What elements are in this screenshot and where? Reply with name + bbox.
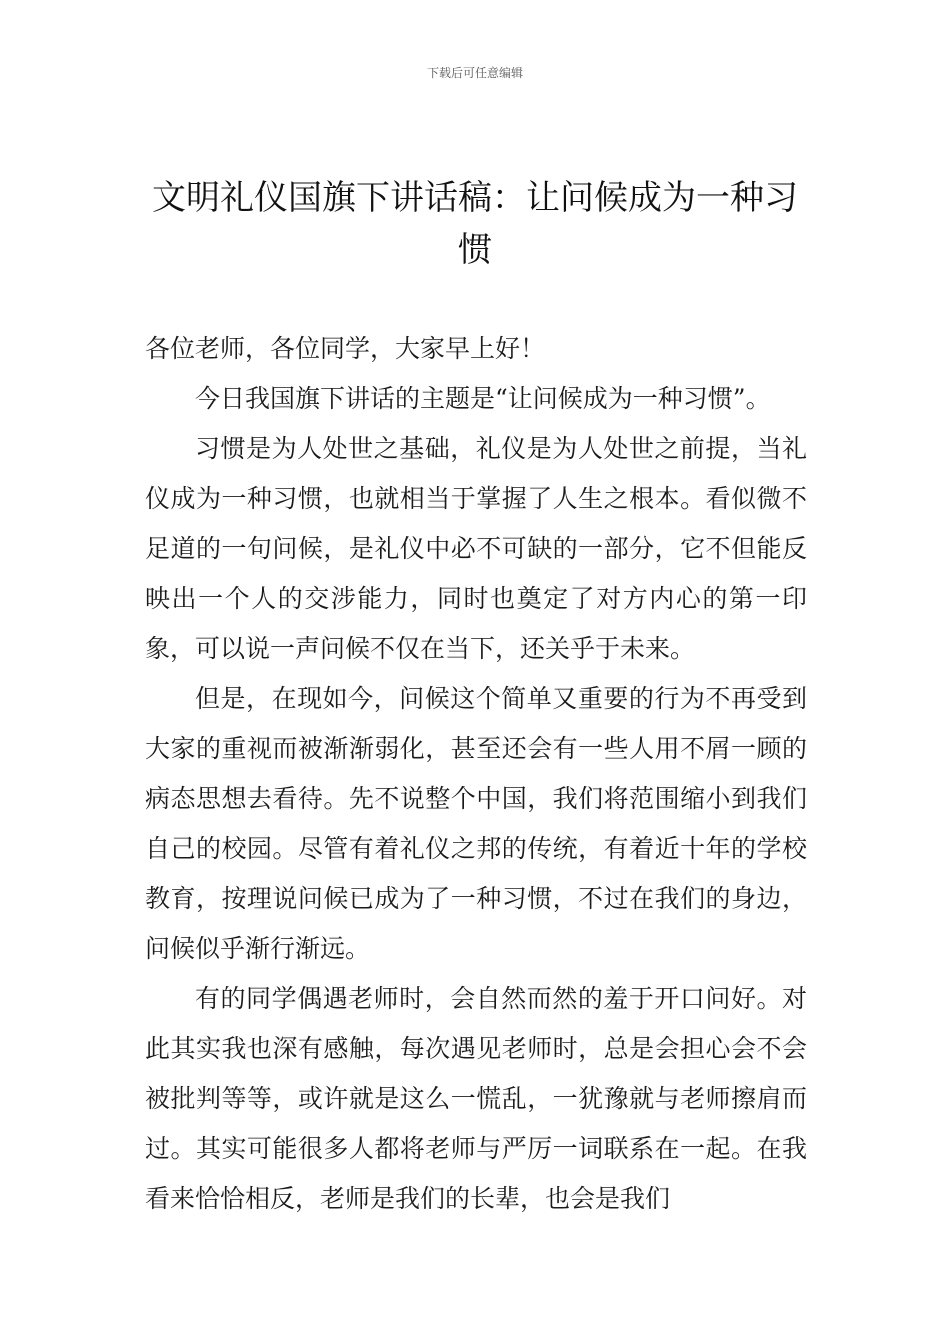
document-body bbox=[145, 324, 807, 1224]
paragraph-teachers: 有的同学偶遇老师时，会自然而然的羞于开口问好。对此其实我也深有感触，每次遇见老师时，总是会担心会不会被批判等等，或许就是这么一慌乱，一犹豫就与老师擦肩而过。其实可能很多人都将老师与严厉一词联系在一起。在我看来恰恰相反，老师是我们的长辈，也会是我们 bbox=[145, 984, 807, 1213]
paragraph-greeting: 各位老师，各位同学，大家早上好！ bbox=[145, 334, 546, 363]
header-note: 下载后可任意编辑 bbox=[426, 66, 523, 80]
paragraph-habit: 习惯是为人处世之基础，礼仪是为人处世之前提，当礼仪成为一种习惯，也就相当于掌握了人生之根本。看似微不足道的一句问候，是礼仪中必不可缺的一部分，它不但能反映出一个人的交涉能力，同时也奠定了对方内心的第一印象，可以说一声问候不仅在当下，还关乎于未来。 bbox=[145, 434, 807, 663]
paragraph-weakening: 但是，在现如今，问候这个简单又重要的行为不再受到大家的重视而被渐渐弱化，甚至还会有一些人用不屑一顾的病态思想去看待。先不说整个中国，我们将范围缩小到我们自己的校园。尽管有着礼仪之邦的传统，有着近十年的学校教育，按理说问候已成为了一种习惯，不过在我们的身边，问候似乎渐行渐远。 bbox=[145, 684, 807, 963]
document-title: 文明礼仪国旗下讲话稿：让问候成为一种习惯 bbox=[152, 178, 798, 270]
paragraph-topic: 今日我国旗下讲话的主题是“让问候成为一种习惯”。 bbox=[195, 384, 771, 413]
